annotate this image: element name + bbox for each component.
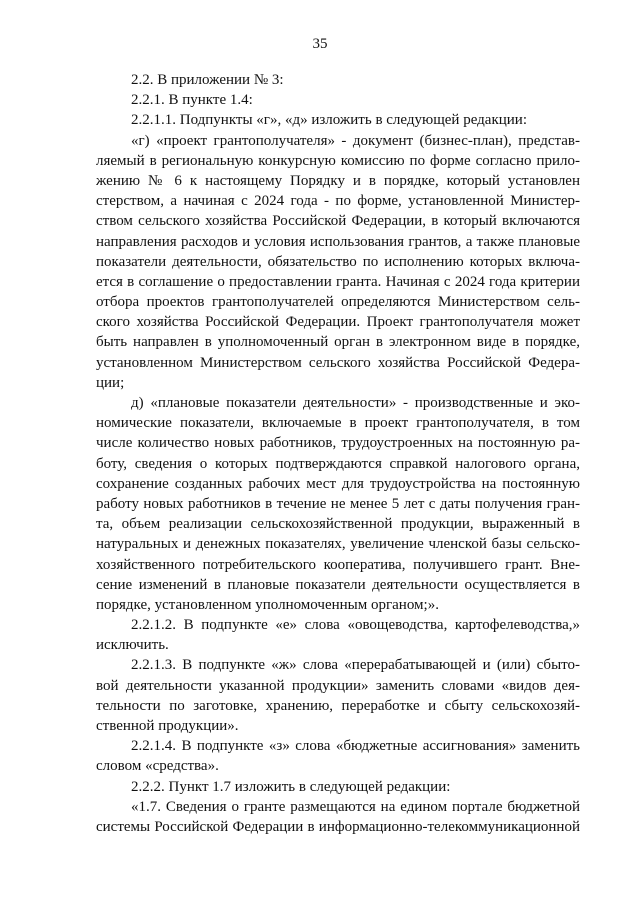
text-line: боту, сведения о которых подтверждаются справкой налогового органа, <box>96 455 580 472</box>
text-line: 2.2.1.3. В подпункте «ж» слова «перерабатывающей и (или) сбыто- <box>131 657 580 674</box>
text-line: тельности по заготовке, хранению, переработке и сбыту сельскохозяй- <box>96 697 580 714</box>
text-line: 2.2.1.4. В подпункте «з» слова «бюджетные ассигнования» заменить <box>131 738 580 755</box>
text-line: исключить. <box>96 637 169 654</box>
text-line: 2.2.2. Пункт 1.7 изложить в следующей редакции: <box>131 778 451 795</box>
text-line: хозяйственного потребительского кооператива, получившего грант. Вне- <box>96 556 580 573</box>
document-body <box>96 70 580 837</box>
text-line: 2.2.1. В пункте 1.4: <box>131 92 253 109</box>
text-line: 2.2.1.1. Подпункты «г», «д» изложить в следующей редакции: <box>131 112 527 129</box>
text-line: словом «средства». <box>96 758 219 775</box>
text-line: жению № 6 к настоящему Порядку и в порядке, который установлен <box>96 172 580 189</box>
text-line: та, объем реализации сельскохозяйственной продукции, выраженный в <box>96 516 580 533</box>
text-line: ции; <box>96 374 125 391</box>
text-line: вой деятельности указанной продукции» заменить словами «видов дея- <box>96 677 580 694</box>
text-line: «г) «проект грантополучателя» - документ (бизнес-план), представ- <box>131 132 580 149</box>
text-line: показатели деятельности, обязательство по исполнению которых включа- <box>96 253 580 270</box>
text-line: д) «плановые показатели деятельности» - производственные и эко- <box>131 395 580 411</box>
page-number: 35 <box>312 36 328 52</box>
text-line: стерством, а начиная с 2024 года - по форме, установленной Министер- <box>96 193 580 210</box>
text-line: ством сельского хозяйства Российской Федерации, в который включаются <box>96 213 580 230</box>
text-line: направления расходов и условия использования грантов, а также плановые <box>96 233 580 250</box>
text-line: системы Российской Федерации в информационно-телекоммуникационной <box>96 818 580 835</box>
text-line: сохранение созданных рабочих мест для трудоустройства на постоянную <box>96 475 580 492</box>
text-line: 2.2. В приложении № 3: <box>131 72 284 88</box>
text-line: ственной продукции». <box>96 718 239 734</box>
text-line: ляемый в региональную конкурсную комиссию по форме согласно прило- <box>96 152 580 169</box>
text-line: «1.7. Сведения о гранте размещаются на едином портале бюджетной <box>131 798 580 815</box>
text-line: быть направлен в уполномоченный орган в электронном виде в порядке, <box>96 334 580 351</box>
text-line: ского хозяйства Российской Федерации. Проект грантополучателя может <box>96 314 580 331</box>
text-line: сение изменений в плановые показатели деятельности осуществляется в <box>96 576 580 593</box>
text-line: ется в соглашение о предоставлении гранта. Начиная с 2024 года критерии <box>96 273 580 290</box>
text-line: работу новых работников в течение не менее 5 лет с даты получения гран- <box>96 495 580 512</box>
text-line: номические показатели, включаемые в проект грантополучателя, в том <box>96 415 580 432</box>
text-line: натуральных и денежных показателях, увеличение членской базы сельско- <box>96 536 580 553</box>
text-line: 2.2.1.2. В подпункте «е» слова «овощеводства, картофелеводства,» <box>131 617 580 634</box>
text-line: числе количество новых работников, трудоустроенных на постоянную ра- <box>96 435 580 452</box>
text-line: порядке, установленном уполномоченным органом;». <box>96 596 439 613</box>
text-line: отбора проектов грантополучателей определяются Министерством сель- <box>96 294 580 311</box>
text-line: установленном Министерством сельского хозяйства Российской Федера- <box>96 354 580 371</box>
